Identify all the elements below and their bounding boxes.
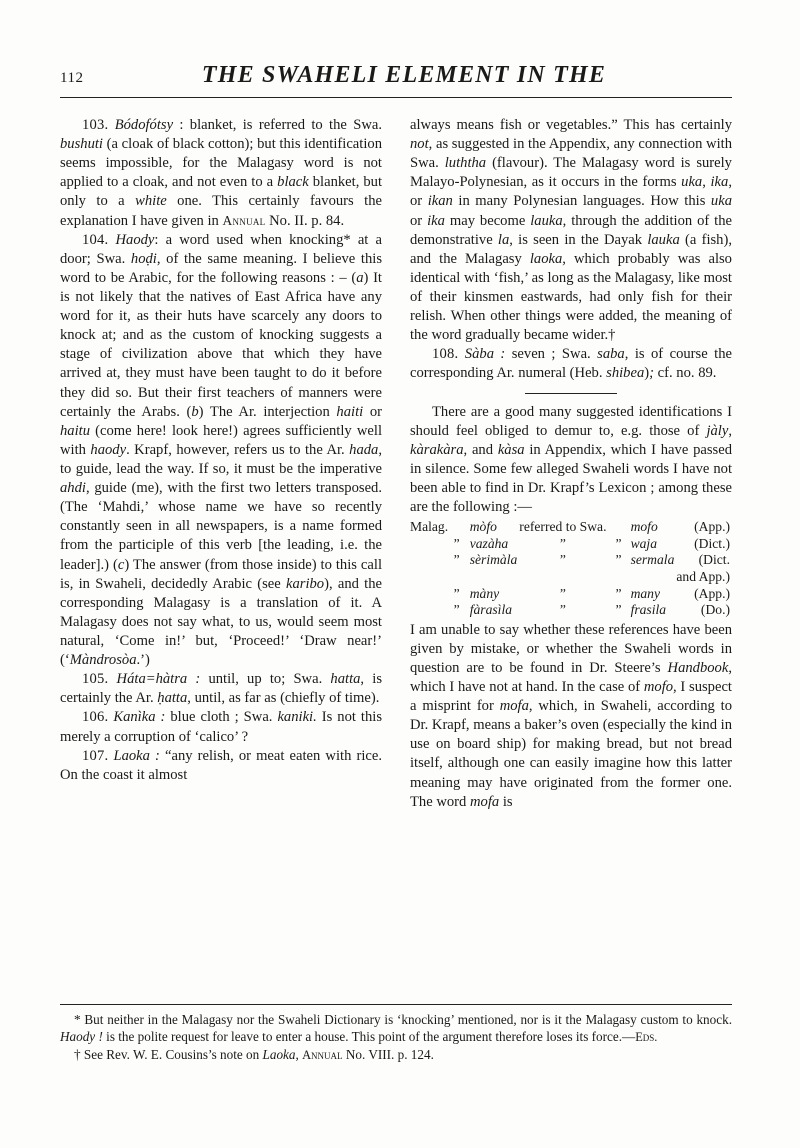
right-column <box>410 116 732 812</box>
row-mid2: ” <box>615 535 622 551</box>
footnotes <box>60 1004 732 1064</box>
row-source: (Dict. <box>698 552 730 568</box>
footnote-1: * But neither in the Malagasy nor the Swaheli Dictionary is ‘knocking’ mentioned, nor is it the Malagasy custom to knock. Haody ! is the polite request for leave to enter a house. This point of the argument therefore loses its force.—Eds. <box>60 1012 732 1045</box>
row-target <box>631 569 677 586</box>
page-title: THE SWAHELI ELEMENT IN THE <box>201 62 607 88</box>
row-mid2 <box>608 519 630 536</box>
table-row <box>410 602 732 619</box>
row-word: vazàha <box>469 535 509 551</box>
row-lead: ” <box>453 602 460 618</box>
table-row <box>410 586 732 603</box>
table-row <box>410 519 732 536</box>
entry-108: 108. Sàba : seven ; Swa. saba, is of course the corresponding Ar. numeral (Heb. shibea); cf. no. 89. <box>410 346 732 382</box>
row-mid2: ” <box>615 585 622 601</box>
row-mid: ” <box>559 585 566 601</box>
row-source: and App.) <box>676 568 730 584</box>
table-row <box>410 569 732 586</box>
row-lead <box>410 569 470 586</box>
table-row <box>410 552 732 569</box>
row-word: fàrasìla <box>469 602 513 618</box>
row-target: waja <box>630 535 657 551</box>
entry-104: 104. Haody: a word used when knocking* at a door; Swa. hoḍi, of the same meaning. I believe this word to be Arabic, for the following reasons : – (a) It is not likely that the natives of East Africa have any word for it, as their huts have scarcely any doors to knock at; and as the custom of knocking suggests a stage of civilization above that which they have arrived at, they must have been taught to do it before they did so. But their first teachers of manners were certainly the Arabs. (b) The Ar. interjection haiti or haitu (come here! look here!) agrees sufficiently well with haody. Krapf, however, refers us to the Ar. hada, to guide, lead the way. If so, it must be the imperative ahdi, guide (me), with the first two letters transposed. (The ‘Mahdi,’ whose name we have so recently constantly seen in all newspapers, is a name formed from the participle of this verb [the leading, i.e. the leader].) (c) The answer (from those inside) to this call is, in Swaheli, decidedly Arabic (see karibo), and the corresponding Malagasy is a translation of it. A Malagasy does not say what, to us, would seem most natural, ‘Come in!’ but, ‘Proceed!’ ‘Draw near!’ (‘Màndrosòa.’) <box>60 231 382 669</box>
closing-remarks: I am unable to say whether these references have been given by mistake, or whether the Swaheli words in question are to be found in Dr. Steere’s Handbook, which I have not at hand. In the case of mofo, I suspect a misprint for mofa, which, in Swaheli, according to Dr. Krapf, means a baker’s oven (especially the kind in use on board ship) for making bread, but not bread itself, although one can easily imagine how this latter meaning may have originated from the former one. The word mofa is <box>410 621 733 810</box>
row-word: mòfo <box>469 519 497 535</box>
footnote-rule <box>60 1004 732 1005</box>
entry-105: 105. Háta=hàtra : until, up to; Swa. hatta, is certainly the Ar. ḥatta, until, as far as (chiefly of time). <box>60 671 382 707</box>
reference-table <box>410 519 732 618</box>
header-rule <box>60 97 732 98</box>
row-mid <box>519 569 608 586</box>
row-mid: referred to Swa. <box>519 519 607 535</box>
page-body <box>60 62 732 812</box>
row-word: sèrimàla <box>469 552 518 568</box>
page-folio: 112 <box>60 70 84 86</box>
row-lead: ” <box>453 535 460 551</box>
row-mid: ” <box>559 535 566 551</box>
row-word: màny <box>469 585 500 601</box>
row-lead: Malag. <box>410 519 449 535</box>
row-source: (Do.) <box>700 602 730 618</box>
row-mid2: ” <box>615 552 622 568</box>
running-head <box>60 62 732 95</box>
table-row <box>410 536 732 553</box>
row-lead: ” <box>453 585 460 601</box>
entry-106: 106. Kanìka : blue cloth ; Swa. kaniki. Is not this merely a corruption of ‘calico’ ? <box>60 709 383 745</box>
row-mid2 <box>608 569 630 586</box>
row-target: mofo <box>630 519 658 535</box>
entry-103: 103. Bódofótsy : blanket, is referred to the Swa. bushuti (a cloak of black cotton); but this identification seems impossible, for the Malagasy word is not applied to a cloak, and not even to a black blanket, but only to a white one. This certainly favours the explanation I have given in Annual No. II. p. 84. <box>60 117 383 229</box>
row-word <box>470 569 520 586</box>
row-mid2: ” <box>615 602 622 618</box>
row-mid: ” <box>559 552 566 568</box>
closing-remarks-intro: There are a good many suggested identifications I should feel obliged to demur to, e.g. those of jàly, kàrakàra, and kàsa in Appendix, which I have passed in silence. Some few alleged Swaheli words I have not been able to find in Dr. Krapf’s Lexicon ; among these are the following :— <box>410 403 732 516</box>
row-source: (App.) <box>694 519 730 535</box>
row-target: many <box>630 585 661 601</box>
text-columns <box>60 116 732 812</box>
row-lead: ” <box>453 552 460 568</box>
row-target: sermala <box>630 552 675 568</box>
row-source: (App.) <box>694 585 730 601</box>
left-column <box>60 116 382 812</box>
row-source: (Dict.) <box>694 535 730 551</box>
row-target: frasila <box>630 602 667 618</box>
footnote-2: † See Rev. W. E. Cousins’s note on Laoka, Annual No. VIII. p. 124. <box>74 1047 434 1063</box>
entry-107-continuation: always means fish or vegetables.” This has certainly not, as suggested in the Appendix, any connection with Swa. luththa (flavour). The Malagasy word is surely Malayo-Polynesian, as it occurs in the forms uka, ika, or ikan in many Polynesian languages. How this uka or ika may become lauka, through the addition of the demonstrative la, is seen in the Dayak lauka (a fish), and the Malagasy laoka, which probably was also identical with ‘fish,’ as long as the Malagasy, like most of their kinsmen eastwards, had only fish for their relish. When other things were added, the meaning of the word gradually became wider.† <box>410 117 733 344</box>
section-divider <box>525 393 617 394</box>
row-mid: ” <box>559 602 566 618</box>
entry-107: 107. Laoka : “any relish, or meat eaten with rice. On the coast it almost <box>60 747 382 783</box>
